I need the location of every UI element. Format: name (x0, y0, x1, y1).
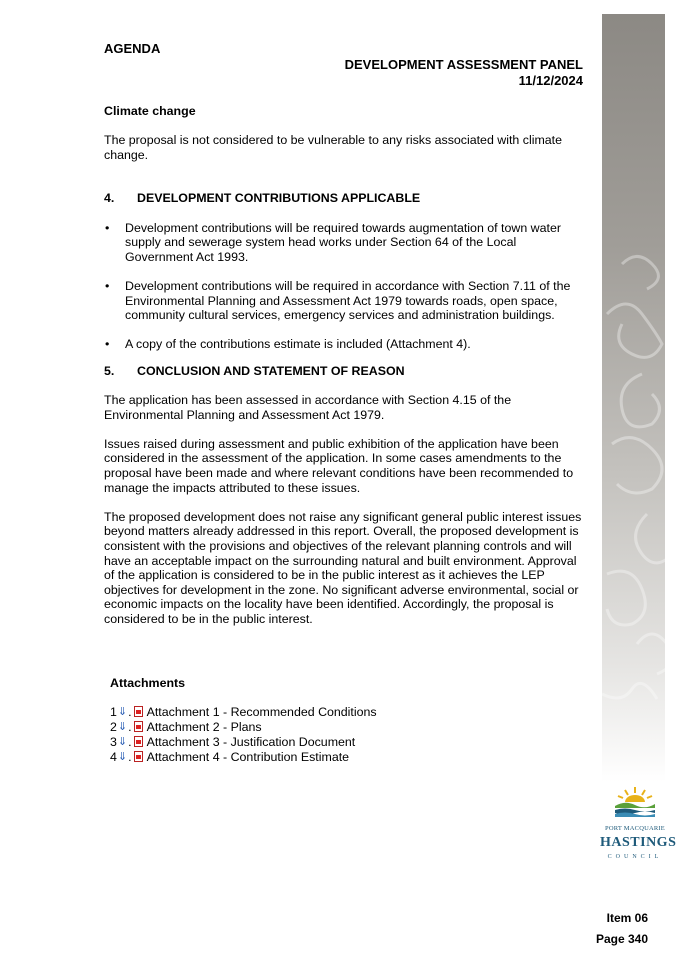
section-4-title: DEVELOPMENT CONTRIBUTIONS APPLICABLE (137, 191, 421, 206)
conclusion-paragraph: The application has been assessed in accordance with Section 4.15 of the Environmental Planning and Assessment Act 1979. (104, 393, 512, 422)
attachment-row[interactable]: 2 ⇓ . Attachment 2 - Plans (110, 720, 262, 735)
section-5-title: CONCLUSION AND STATEMENT OF REASON (137, 363, 405, 378)
list-item (104, 221, 584, 265)
attachment-number: 3 (110, 735, 117, 750)
section-5-heading (104, 364, 584, 379)
logo-line-2: HASTINGS (600, 835, 677, 851)
bullet-icon: • (105, 278, 110, 293)
climate-text: The proposal is not considered to be vulnerable to any risks associated with climate change. (104, 133, 563, 162)
decorative-side-band (602, 14, 665, 782)
item-number: Item 06 (606, 911, 648, 925)
bullet-icon: • (105, 337, 110, 352)
pdf-icon[interactable] (134, 721, 143, 732)
list-item (104, 337, 584, 352)
list-item-text: Development contributions will be required towards augmentation of town water supply and sewerage system head works under Section 64 of the Local Government Act 1993. (125, 220, 561, 264)
attachment-number: 1 (110, 705, 117, 720)
download-arrow-icon[interactable]: ⇓ (117, 736, 128, 749)
page-number: Page 340 (595, 932, 648, 946)
pdf-icon[interactable] (134, 751, 143, 762)
conclusion-paragraph: Issues raised during assessment and public exhibition of the application have been considered in the assessment of the application. In some cases amendments to the proposal have been made and where relevant conditions have been recommended to manage the impacts attributed to these issues. (104, 436, 574, 495)
pdf-icon[interactable] (134, 736, 143, 747)
attachment-row[interactable]: 4 ⇓ . Attachment 4 - Contribution Estimate (110, 750, 350, 765)
attachment-number: 2 (110, 720, 117, 735)
attachment-link[interactable]: Attachment 1 - Recommended Conditions (146, 705, 377, 720)
list-item-text: A copy of the contributions estimate is included (Attachment 4). (125, 337, 471, 352)
bullet-icon: • (105, 220, 110, 235)
agenda-label: AGENDA (104, 41, 161, 56)
climate-heading: Climate change (104, 104, 196, 118)
section-4-heading (104, 191, 584, 206)
attachment-number: 4 (110, 750, 117, 765)
download-arrow-icon[interactable]: ⇓ (117, 721, 128, 734)
contributions-list (104, 221, 584, 352)
section-4-number: 4. (104, 191, 115, 206)
attachment-link[interactable]: Attachment 3 - Justification Document (146, 735, 356, 750)
logo-line-1: PORT MACQUARIE (605, 824, 665, 832)
logo-line-3: COUNCIL (607, 854, 663, 861)
pdf-icon[interactable] (134, 706, 143, 717)
list-item (104, 279, 584, 323)
download-arrow-icon[interactable]: ⇓ (117, 706, 128, 719)
meeting-date: 11/12/2024 (518, 73, 583, 88)
attachment-row[interactable]: 1 ⇓ . Attachment 1 - Recommended Conditions (110, 705, 377, 720)
panel-title: DEVELOPMENT ASSESSMENT PANEL (344, 57, 583, 72)
download-arrow-icon[interactable]: ⇓ (117, 751, 128, 764)
conclusion-paragraph: The proposed development does not raise any significant general public interest issues beyond matters already addressed in this report. Overall, the proposed development is consistent with the provisions and objectives of the relevant planning controls and will have an acceptable impact on the surrounding natural and built environment. Approval of the application is considered to be in the public interest as it achieves the LEP objectives for development in the zone. No significant adverse environmental, social or economic impacts on the locality have been identified. Accordingly, the proposal is considered to be in the public interest. (104, 509, 582, 626)
attachments-section (110, 676, 377, 765)
attachment-link[interactable]: Attachment 2 - Plans (146, 720, 262, 735)
section-5-number: 5. (104, 363, 115, 378)
list-item-text: Development contributions will be required in accordance with Section 7.11 of the Environmental Planning and Assessment Act 1979 towards roads, open space, community cultural services, emergency services and administration buildings. (125, 278, 571, 323)
attachment-row[interactable]: 3 ⇓ . Attachment 3 - Justification Document (110, 735, 356, 750)
sun-landscape-icon (613, 784, 657, 818)
report-body (104, 104, 584, 627)
attachments-heading: Attachments (110, 676, 186, 690)
council-logo (600, 784, 677, 865)
attachment-link[interactable]: Attachment 4 - Contribution Estimate (146, 750, 350, 765)
swirl-pattern (602, 14, 665, 782)
